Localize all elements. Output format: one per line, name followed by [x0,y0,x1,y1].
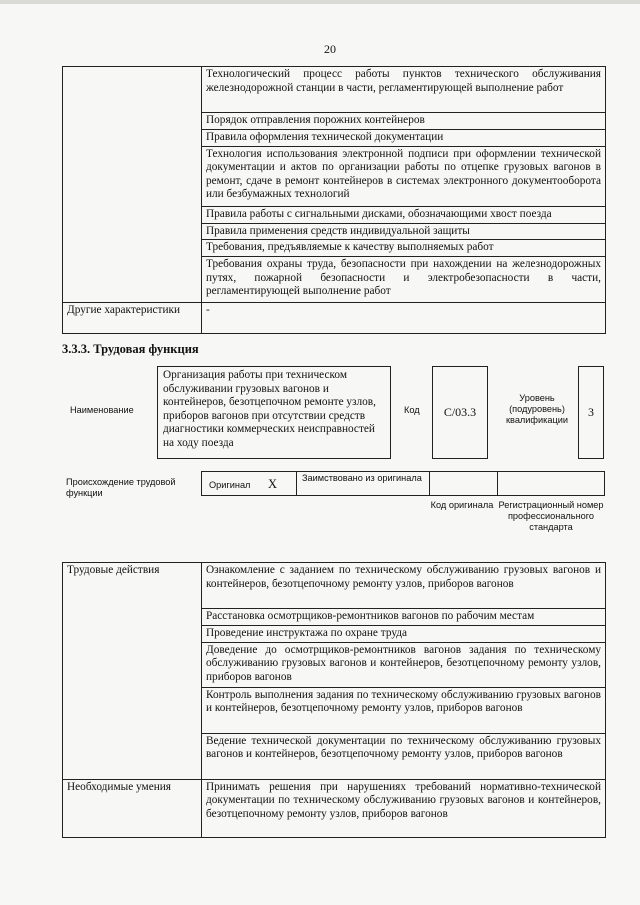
action-item: Ознакомление с заданием по техническому обслуживанию грузовых вагонов и контейнеров, безотцепочному ремонту узлов, приборов вагонов [202,563,606,609]
table-row [63,303,606,334]
function-name-box: Организация работы при техническом обслуживании грузовых вагонов и контейнеров, безотцепочном ремонте узлов, приборов вагонов при отсутствии средств диагностики коммерческих неисправностей на ходу поезда [157,366,391,459]
qualification-level-label: Уровень (подуровень) квалификации [506,393,568,425]
borrowed-label: Заимствовано из оригинала [302,473,422,483]
table-row [63,779,606,837]
origin-label: Происхождение трудовой функции [66,477,176,498]
other-characteristics-value: - [202,303,606,334]
origin-code-caption: Код оригинала [430,500,494,510]
functions-table [62,562,606,838]
origin-row [201,471,605,496]
knowledge-item: Правила применения средств индивидуальной защиты [202,223,606,240]
original-label: Оригинал [209,480,251,490]
action-item: Проведение инструктажа по охране труда [202,626,606,643]
knowledge-item: Требования охраны труда, безопасности при нахождении на железнодорожных путях, пожарной безопасности и электробезопасности в части, регламентирующей выполнение работ [202,257,606,303]
code-box: C/03.3 [432,366,488,459]
knowledge-item: Требования, предъявляемые к качеству выполняемых работ [202,240,606,257]
action-item: Контроль выполнения задания по техническому обслуживанию грузовых вагонов и контейнеров, безотцепочному ремонту узлов, приборов вагонов [202,687,606,733]
knowledge-item: Правила оформления технической документации [202,130,606,147]
knowledge-item: Технология использования электронной подписи при оформлении технической документации и актов по организации работы по отцепке грузовых вагонов в ремонт, сдаче в ремонт контейнеров в системах электронного документооборота или безбумажных технологий [202,146,606,206]
code-label: Код [404,405,420,415]
skills-label-cell: Необходимые умения [63,779,202,837]
reg-number-caption: Регистрационный номер профессионального стандарта [498,500,604,532]
actions-label-cell: Трудовые действия [63,563,202,780]
knowledge-item: Технологический процесс работы пунктов технического обслуживания железнодорожной станции в части, регламентирующей выполнение работ [202,67,606,113]
knowledge-table [62,66,606,334]
section-heading: 3.3.3. Трудовая функция [62,342,199,356]
knowledge-item: Правила работы с сигнальными дисками, обозначающими хвост поезда [202,206,606,223]
origin-divider [429,471,430,496]
knowledge-item: Порядок отправления порожних контейнеров [202,113,606,130]
action-item: Доведение до осмотрщиков-ремонтников вагонов задания по техническому обслуживанию грузовых вагонов и контейнеров, безотцепочному ремонту узлов, приборов вагонов [202,642,606,687]
original-mark: X [268,477,278,491]
page-number: 20 [324,42,336,56]
table-row [63,67,606,113]
origin-divider [296,471,297,496]
name-label: Наименование [70,405,134,415]
skill-item: Принимать решения при нарушениях требований нормативно-технической документации по техническому обслуживанию грузовых вагонов и контейнеров, безотцепочному ремонту узлов, приборов вагонов [202,779,606,837]
qualification-level-box: 3 [578,366,604,459]
origin-divider [497,471,498,496]
knowledge-label-cell [63,67,202,303]
action-item: Ведение технической документации по техническому обслуживанию грузовых вагонов и контейнеров, безотцепочному ремонту узлов, приборов вагонов [202,733,606,779]
scan-top-edge [0,0,640,4]
table-row [63,563,606,609]
other-characteristics-label: Другие характеристики [63,303,202,334]
action-item: Расстановка осмотрщиков-ремонтников вагонов по рабочим местам [202,609,606,626]
